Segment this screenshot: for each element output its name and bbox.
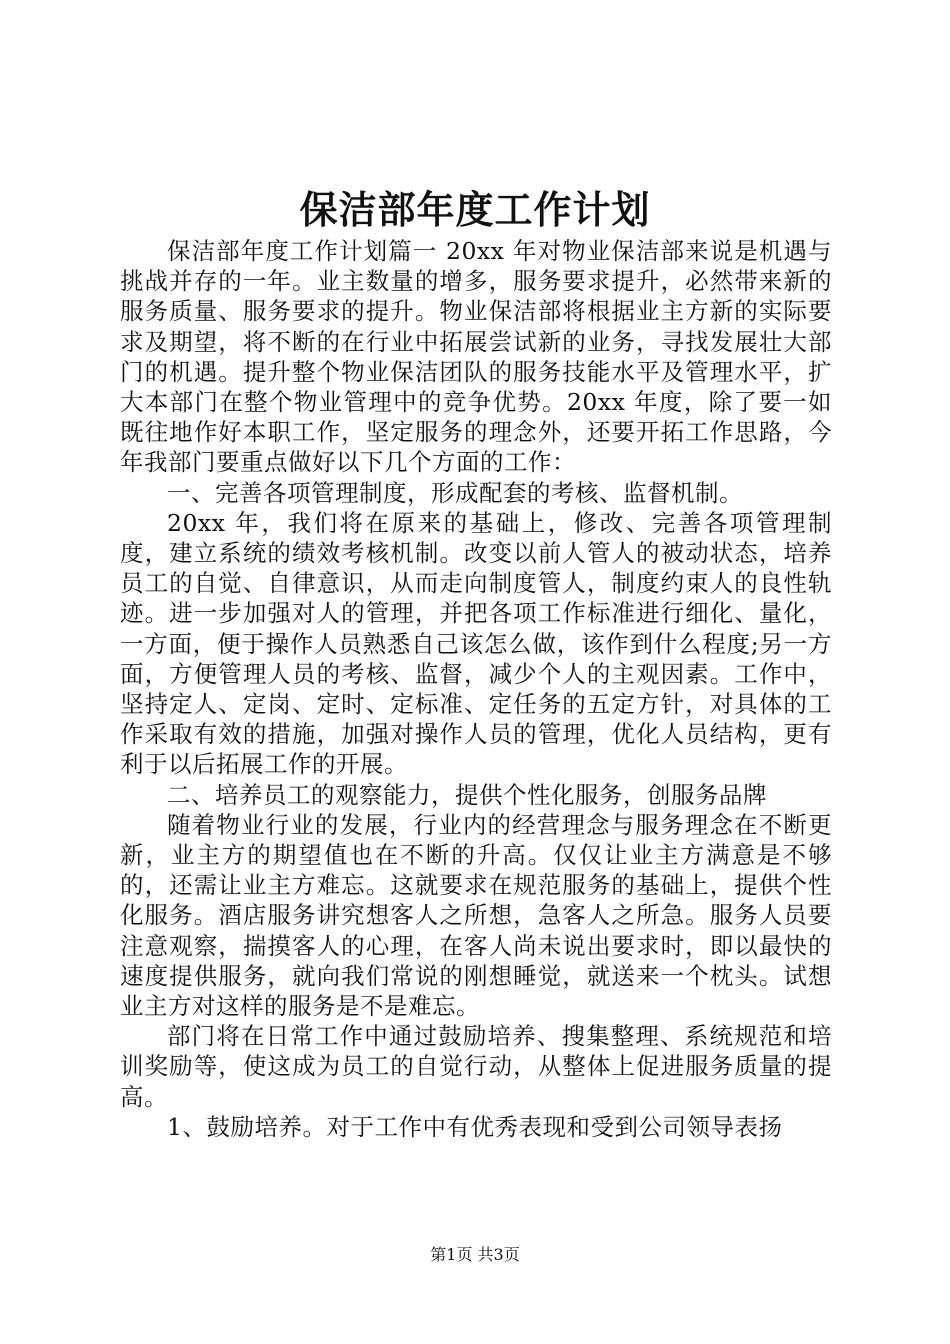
paragraph-intro: 保洁部年度工作计划篇一 20xx 年对物业保洁部来说是机遇与挑战并存的一年。业主数量的增多，服务要求提升，必然带来新的服务质量、服务要求的提升。物业保洁部将根据业主方新的实际要求及期望，将不断的在行业中拓展尝试新的业务，寻找发展壮大部门的机遇。提升整个物业保洁团队的服务技能水平及管理水平，扩大本部门在整个物业管理中的竞争优势。20xx 年度，除了要一如既往地作好本职工作，坚定服务的理念外，还要开拓工作思路，今年我部门要重点做好以下几个方面的工作： [120,237,832,477]
paragraph-service: 随着物业行业的发展，行业内的经营理念与服务理念在不断更新，业主方的期望值也在不断的升高。仅仅让业主方满意是不够的，还需让业主方难忘。这就要求在规范服务的基础上，提供个性化服务。酒店服务讲究想客人之所想，急客人之所急。服务人员要注意观察，揣摸客人的心理，在客人尚未说出要求时，即以最快的速度提供服务，就向我们常说的刚想睡觉，就送来一个枕头。试想业主方对这样的服务是不是难忘。 [120,810,832,1021]
document-body [120,236,832,1142]
paragraph-encourage: 1、鼓励培养。对于工作中有优秀表现和受到公司领导表扬 [167,1112,783,1141]
section-heading-2: 二、培养员工的观察能力，提供个性化服务，创服务品牌 [167,780,767,809]
document-title: 保洁部年度工作计划 [299,187,651,232]
page-footer: 第1页 共3页 [430,1245,520,1264]
paragraph-management: 20xx 年，我们将在原来的基础上，修改、完善各项管理制度，建立系统的绩效考核机制。改变以前人管人的被动状态，培养员工的自觉、自律意识，从而走向制度管人，制度约束人的良性轨迹。进一步加强对人的管理，并把各项工作标准进行细化、量化，一方面，便于操作人员熟悉自己该怎么做，该作到什么程度;另一方面，方便管理人员的考核、监督，减少个人的主观因素。工作中，坚持定人、定岗、定时、定标准、定任务的五定方针，对具体的工作采取有效的措施，加强对操作人员的管理，优化人员结构，更有利于以后拓展工作的开展。 [120,508,832,779]
section-heading-1: 一、完善各项管理制度，形成配套的考核、监督机制。 [167,478,743,507]
paragraph-department: 部门将在日常工作中通过鼓励培养、搜集整理、系统规范和培训奖励等，使这成为员工的自觉行动，从整体上促进服务质量的提高。 [120,1022,832,1111]
